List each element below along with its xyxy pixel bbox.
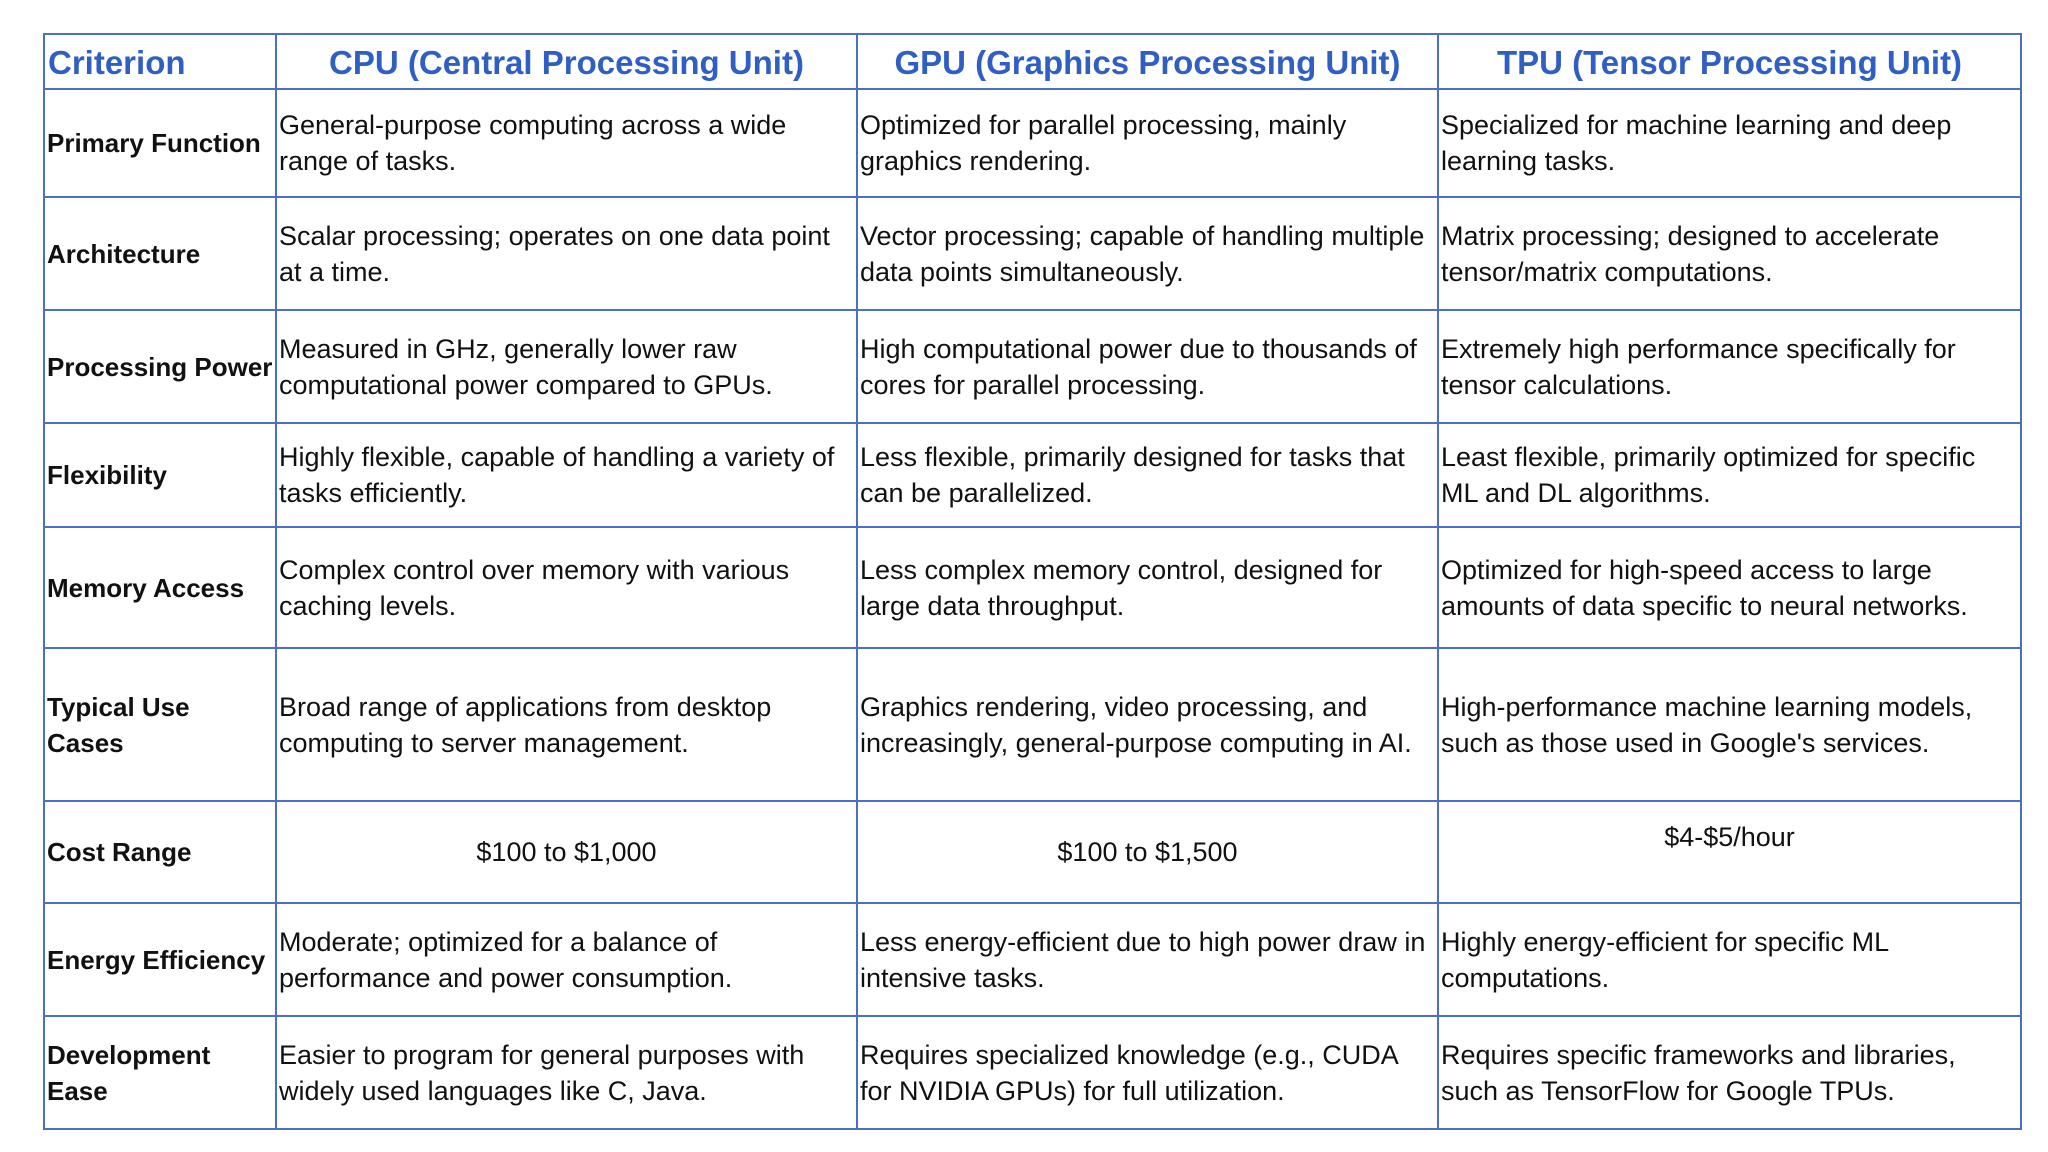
row-label-energy-efficiency: Energy Efficiency [44, 903, 276, 1016]
table-row [44, 648, 2021, 801]
cell-tpu: High-performance machine learning models, such as those used in Google's services. [1438, 648, 2021, 801]
row-label-typical-use-cases: Typical Use Cases [44, 648, 276, 801]
cell-cpu: Highly flexible, capable of handling a variety of tasks efficiently. [276, 423, 857, 527]
row-label-cost-range: Cost Range [44, 801, 276, 903]
cell-tpu: Extremely high performance specifically for tensor calculations. [1438, 310, 2021, 423]
row-label-memory-access: Memory Access [44, 527, 276, 648]
table-row [44, 89, 2021, 197]
table-row [44, 310, 2021, 423]
table-row [44, 903, 2021, 1016]
cell-gpu: Less energy-efficient due to high power draw in intensive tasks. [857, 903, 1438, 1016]
row-label-primary-function: Primary Function [44, 89, 276, 197]
row-label-architecture: Architecture [44, 197, 276, 310]
cell-tpu: Requires specific frameworks and libraries, such as TensorFlow for Google TPUs. [1438, 1016, 2021, 1129]
cell-tpu: $4-$5/hour [1438, 801, 2021, 903]
cell-cpu: Scalar processing; operates on one data point at a time. [276, 197, 857, 310]
table-row [44, 197, 2021, 310]
cell-gpu: Vector processing; capable of handling multiple data points simultaneously. [857, 197, 1438, 310]
cell-cpu: Moderate; optimized for a balance of performance and power consumption. [276, 903, 857, 1016]
header-criterion: Criterion [44, 34, 276, 89]
comparison-table [43, 33, 2022, 1130]
row-label-processing-power: Processing Power [44, 310, 276, 423]
cell-gpu: $100 to $1,500 [857, 801, 1438, 903]
table-row [44, 801, 2021, 903]
cell-gpu: Less complex memory control, designed for large data throughput. [857, 527, 1438, 648]
table-row [44, 1016, 2021, 1129]
cell-gpu: High computational power due to thousands of cores for parallel processing. [857, 310, 1438, 423]
cell-tpu: Matrix processing; designed to accelerate tensor/matrix computations. [1438, 197, 2021, 310]
cell-cpu: General-purpose computing across a wide range of tasks. [276, 89, 857, 197]
cell-tpu: Highly energy-efficient for specific ML computations. [1438, 903, 2021, 1016]
header-gpu: GPU (Graphics Processing Unit) [857, 34, 1438, 89]
row-label-development-ease: Development Ease [44, 1016, 276, 1129]
header-tpu: TPU (Tensor Processing Unit) [1438, 34, 2021, 89]
header-cpu: CPU (Central Processing Unit) [276, 34, 857, 89]
cell-cpu: Easier to program for general purposes with widely used languages like C, Java. [276, 1016, 857, 1129]
cell-cpu: $100 to $1,000 [276, 801, 857, 903]
cell-cpu: Measured in GHz, generally lower raw computational power compared to GPUs. [276, 310, 857, 423]
header-row [44, 34, 2021, 89]
cell-tpu: Optimized for high-speed access to large amounts of data specific to neural networks. [1438, 527, 2021, 648]
cell-cpu: Complex control over memory with various caching levels. [276, 527, 857, 648]
table-row [44, 527, 2021, 648]
table-row [44, 423, 2021, 527]
cell-gpu: Optimized for parallel processing, mainly graphics rendering. [857, 89, 1438, 197]
cell-gpu: Less flexible, primarily designed for tasks that can be parallelized. [857, 423, 1438, 527]
cell-tpu: Least flexible, primarily optimized for specific ML and DL algorithms. [1438, 423, 2021, 527]
cell-gpu: Graphics rendering, video processing, and increasingly, general-purpose computing in AI. [857, 648, 1438, 801]
row-label-flexibility: Flexibility [44, 423, 276, 527]
cell-tpu: Specialized for machine learning and deep learning tasks. [1438, 89, 2021, 197]
cell-cpu: Broad range of applications from desktop computing to server management. [276, 648, 857, 801]
cell-gpu: Requires specialized knowledge (e.g., CUDA for NVIDIA GPUs) for full utilization. [857, 1016, 1438, 1129]
